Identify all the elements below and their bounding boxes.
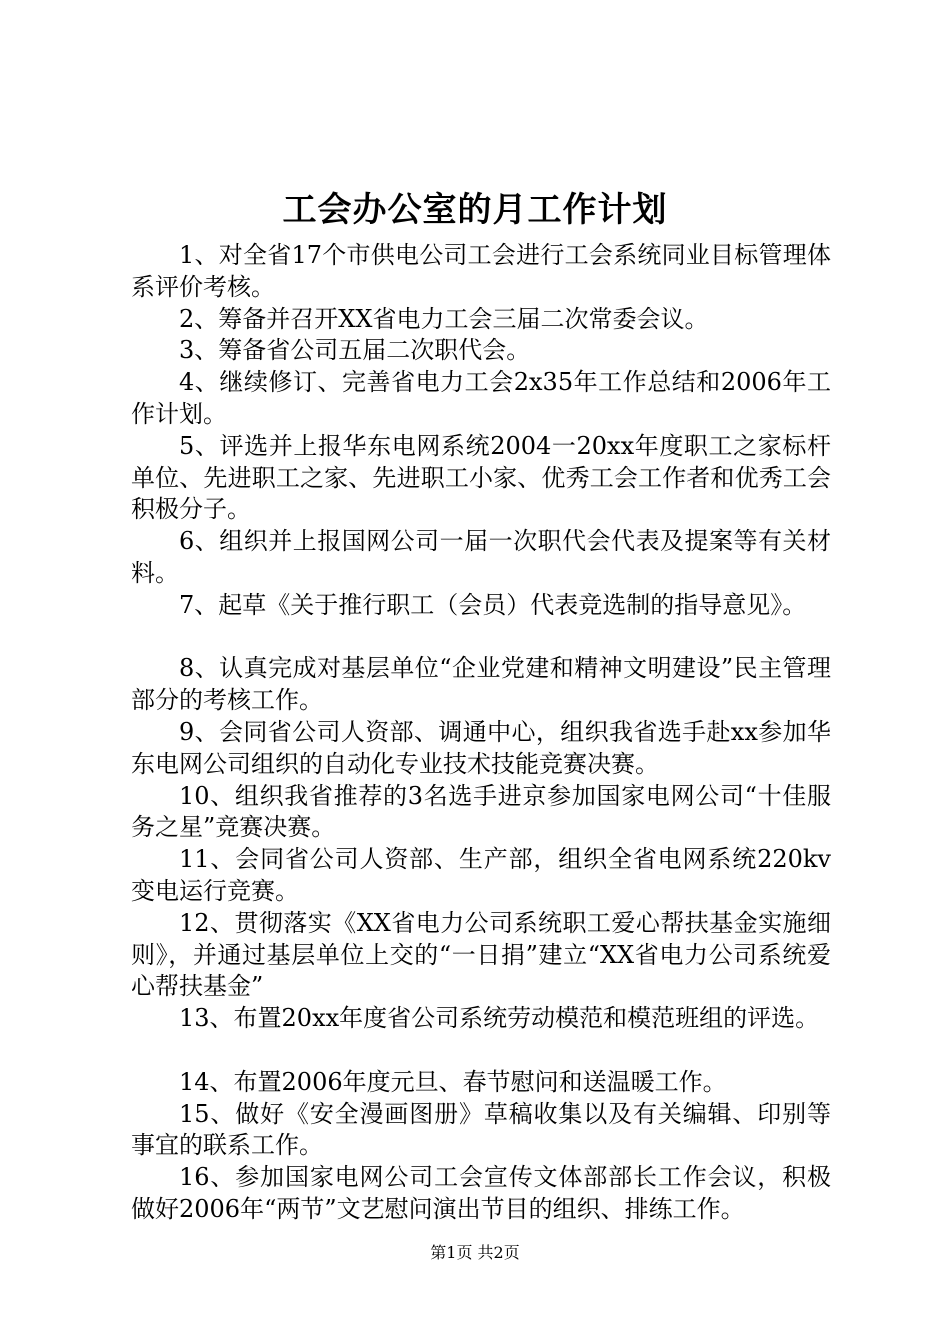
paragraph-6: 6、组织并上报国网公司一届一次职代会代表及提案等有关材料。 — [131, 527, 831, 587]
paragraph-16: 16、参加国家电网公司工会宣传文体部部长工作会议，积极做好2006年“两节”文艺慰问演出节目的组织、排练工作。 — [131, 1163, 831, 1223]
document-title: 工会办公室的月工作计划 — [282, 190, 668, 230]
paragraph-13: 13、布置20xx年度省公司系统劳动模范和模范班组的评选。 — [179, 1004, 820, 1033]
paragraph-9: 9、会同省公司人资部、调通中心，组织我省选手赴xx参加华东电网公司组织的自动化专业技术技能竞赛决赛。 — [131, 717, 831, 778]
document-body — [131, 240, 831, 1226]
paragraph-12: 12、贯彻落实《XX省电力公司系统职工爱心帮扶基金实施细则》，并通过基层单位上交的“一日捐”建立“XX省电力公司系统爱心帮扶基金” — [131, 908, 831, 1001]
paragraph-1: 1、对全省17个市供电公司工会进行工会系统同业目标管理体系评价考核。 — [131, 241, 831, 301]
paragraph-10: 10、组织我省推荐的3名选手进京参加国家电网公司“十佳服务之星”竞赛决赛。 — [131, 781, 831, 842]
paragraph-4: 4、继续修订、完善省电力工会2x35年工作总结和2006年工作计划。 — [131, 368, 831, 428]
paragraph-5: 5、评选并上报华东电网系统2004一20xx年度职工之家标杆单位、先进职工之家、先进职工小家、优秀工会工作者和优秀工会积极分子。 — [131, 431, 831, 524]
paragraph-8: 8、认真完成对基层单位“企业党建和精神文明建设”民主管理部分的考核工作。 — [131, 654, 831, 715]
paragraph-11: 11、会同省公司人资部、生产部，组织全省电网系统220kv变电运行竞赛。 — [131, 845, 831, 905]
paragraph-14: 14、布置2006年度元旦、春节慰问和送温暖工作。 — [179, 1067, 727, 1096]
paragraph-7: 7、起草《关于推行职工（会员）代表竞选制的指导意见》。 — [179, 590, 807, 619]
paragraph-2: 2、筹备并召开XX省电力工会三届二次常委会议。 — [179, 304, 709, 333]
paragraph-3: 3、筹备省公司五届二次职代会。 — [179, 336, 531, 365]
page-footer: 第1页 共2页 — [430, 1243, 520, 1262]
paragraph-15: 15、做好《安全漫画图册》草稿收集以及有关编辑、印别等事宜的联系工作。 — [131, 1099, 831, 1160]
